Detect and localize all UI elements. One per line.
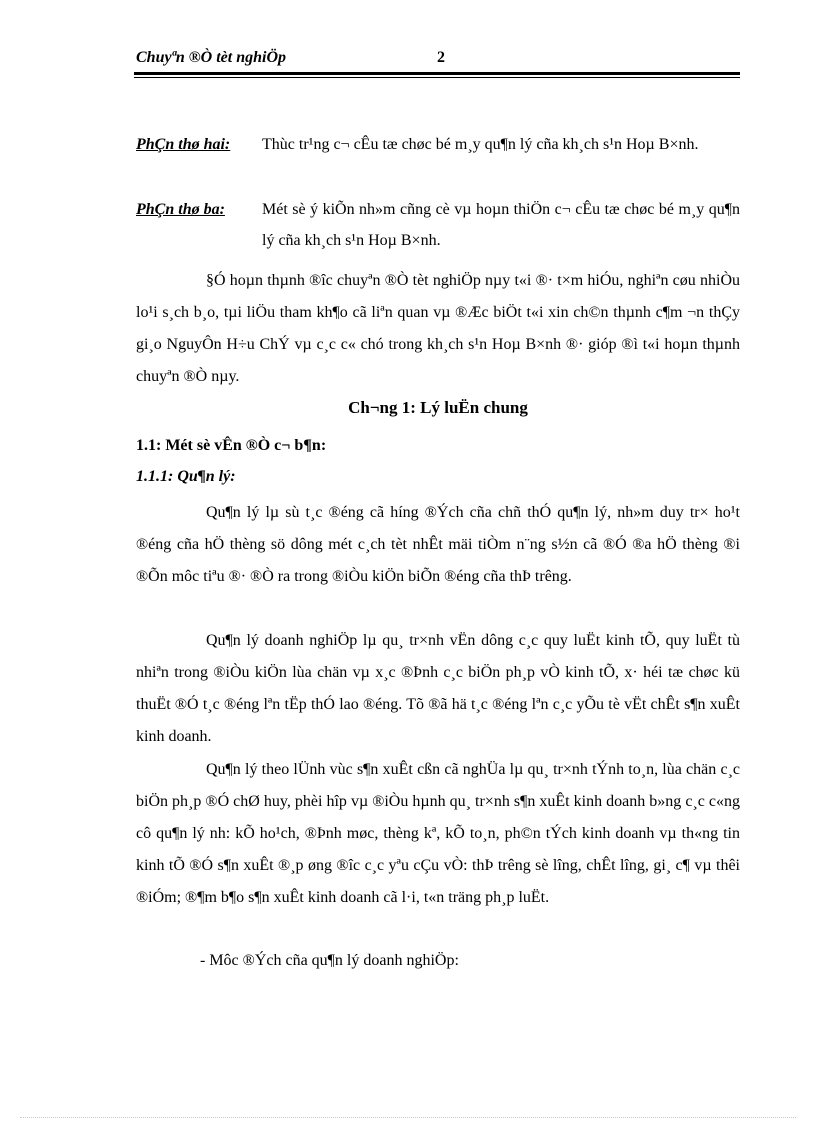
part-text: Mét sè ý kiÕn nh»m cñng cè vµ hoµn thiÖn c¬ cÊu tæ chøc bé m¸y qu¶n lý cña kh¸ch s¹n Hoµ B×nh. bbox=[262, 201, 740, 249]
body-paragraph: Qu¶n lý doanh nghiÖp lµ qu¸ tr×nh vËn dông c¸c quy luËt kinh tÕ, quy luËt tù nhiªn trong ®iÒu kiÖn lùa chän vµ x¸c ®Þnh c¸c biÖn ph¸p vÒ kinh tÕ, x· héi tæ chøc kü thuËt ®Ó t¸c ®éng lªn tËp thÓ lao ®éng. Tõ ®ã hä t¸c ®éng lªn c¸c yÕu tè vËt chÊt s¶n xuÊt kinh doanh. bbox=[136, 632, 740, 745]
page-bottom-border bbox=[20, 1117, 796, 1118]
part-three bbox=[136, 194, 742, 258]
body-paragraph: Qu¶n lý lµ sù t¸c ®éng cã híng ®Ých cña chñ thÓ qu¶n lý, nh»m duy tr× ho¹t ®éng cña hÖ thèng sö dông mét c¸ch tèt nhÊt mäi tiÒm n¨ng s½n cã ®Ó ®a hÖ thèng ®i ®Õn môc tiªu ®· ®Ò ra trong ®iÒu kiÖn biÕn ®éng cña thÞ trêng. bbox=[136, 504, 740, 585]
section-heading-1-1-1: 1.1.1: Qu¶n lý: bbox=[136, 468, 236, 485]
part-two bbox=[136, 129, 742, 193]
section-heading-1-1: 1.1: Mét sè vÊn ®Ò c¬ b¶n: bbox=[136, 437, 327, 454]
header-rule-thin bbox=[134, 77, 740, 78]
part-label: PhÇn thø ba: bbox=[136, 201, 225, 218]
chapter-title: Ch¬ng 1: Lý luËn chung bbox=[348, 398, 528, 417]
intro-paragraph: §Ó hoµn thµnh ®îc chuyªn ®Ò tèt nghiÖp nµy t«i ®· t×m hiÓu, nghiªn cøu nhiÒu lo¹i s¸ch b¸o, tµi liÖu tham kh¶o cã liªn quan vµ ®Æc biÖt t«i xin ch©n thµnh c¶m ¬n thÇy gi¸o NguyÔn H÷u ChÝ vµ c¸c c« chó trong kh¸ch s¹n Hoµ B×nh ®· gióp ®ì t«i hoµn thµnh chuyªn ®Ò nµy. bbox=[136, 272, 740, 385]
part-label: PhÇn thø hai: bbox=[136, 136, 231, 153]
page-number: 2 bbox=[437, 49, 445, 66]
bullet-line: - Môc ®Ých cña qu¶n lý doanh nghiÖp: bbox=[200, 952, 459, 969]
page-header bbox=[134, 48, 740, 70]
header-title: Chuyªn ®Ò tèt nghiÖp bbox=[136, 49, 287, 66]
body-paragraph: Qu¶n lý theo lÜnh vùc s¶n xuÊt cßn cã nghÜa lµ qu¸ tr×nh tÝnh to¸n, lùa chän c¸c biÖn ph¸p ®Ó chØ huy, phèi hîp vµ ®iÒu hµnh qu¸ tr×nh s¶n xuÊt kinh doanh b»ng c¸c c«ng cô qu¶n lý nh: kÕ ho¹ch, ®Þnh møc, thèng kª, kÕ to¸n, ph©n tÝch kinh doanh vµ th«ng tin kinh tÕ ®Ó s¶n xuÊt ®¸p øng ®îc c¸c yªu cÇu vÒ: thÞ trêng sè lîng, chÊt lîng, gi¸ c¶ vµ thêi ®iÓm; ®¶m b¶o s¶n xuÊt kinh doanh cã l·i, t«n träng ph¸p luËt. bbox=[136, 761, 740, 906]
part-text: Thùc tr¹ng c¬ cÊu tæ chøc bé m¸y qu¶n lý cña kh¸ch s¹n Hoµ B×nh. bbox=[262, 136, 699, 153]
header-rule-thick bbox=[134, 72, 740, 75]
